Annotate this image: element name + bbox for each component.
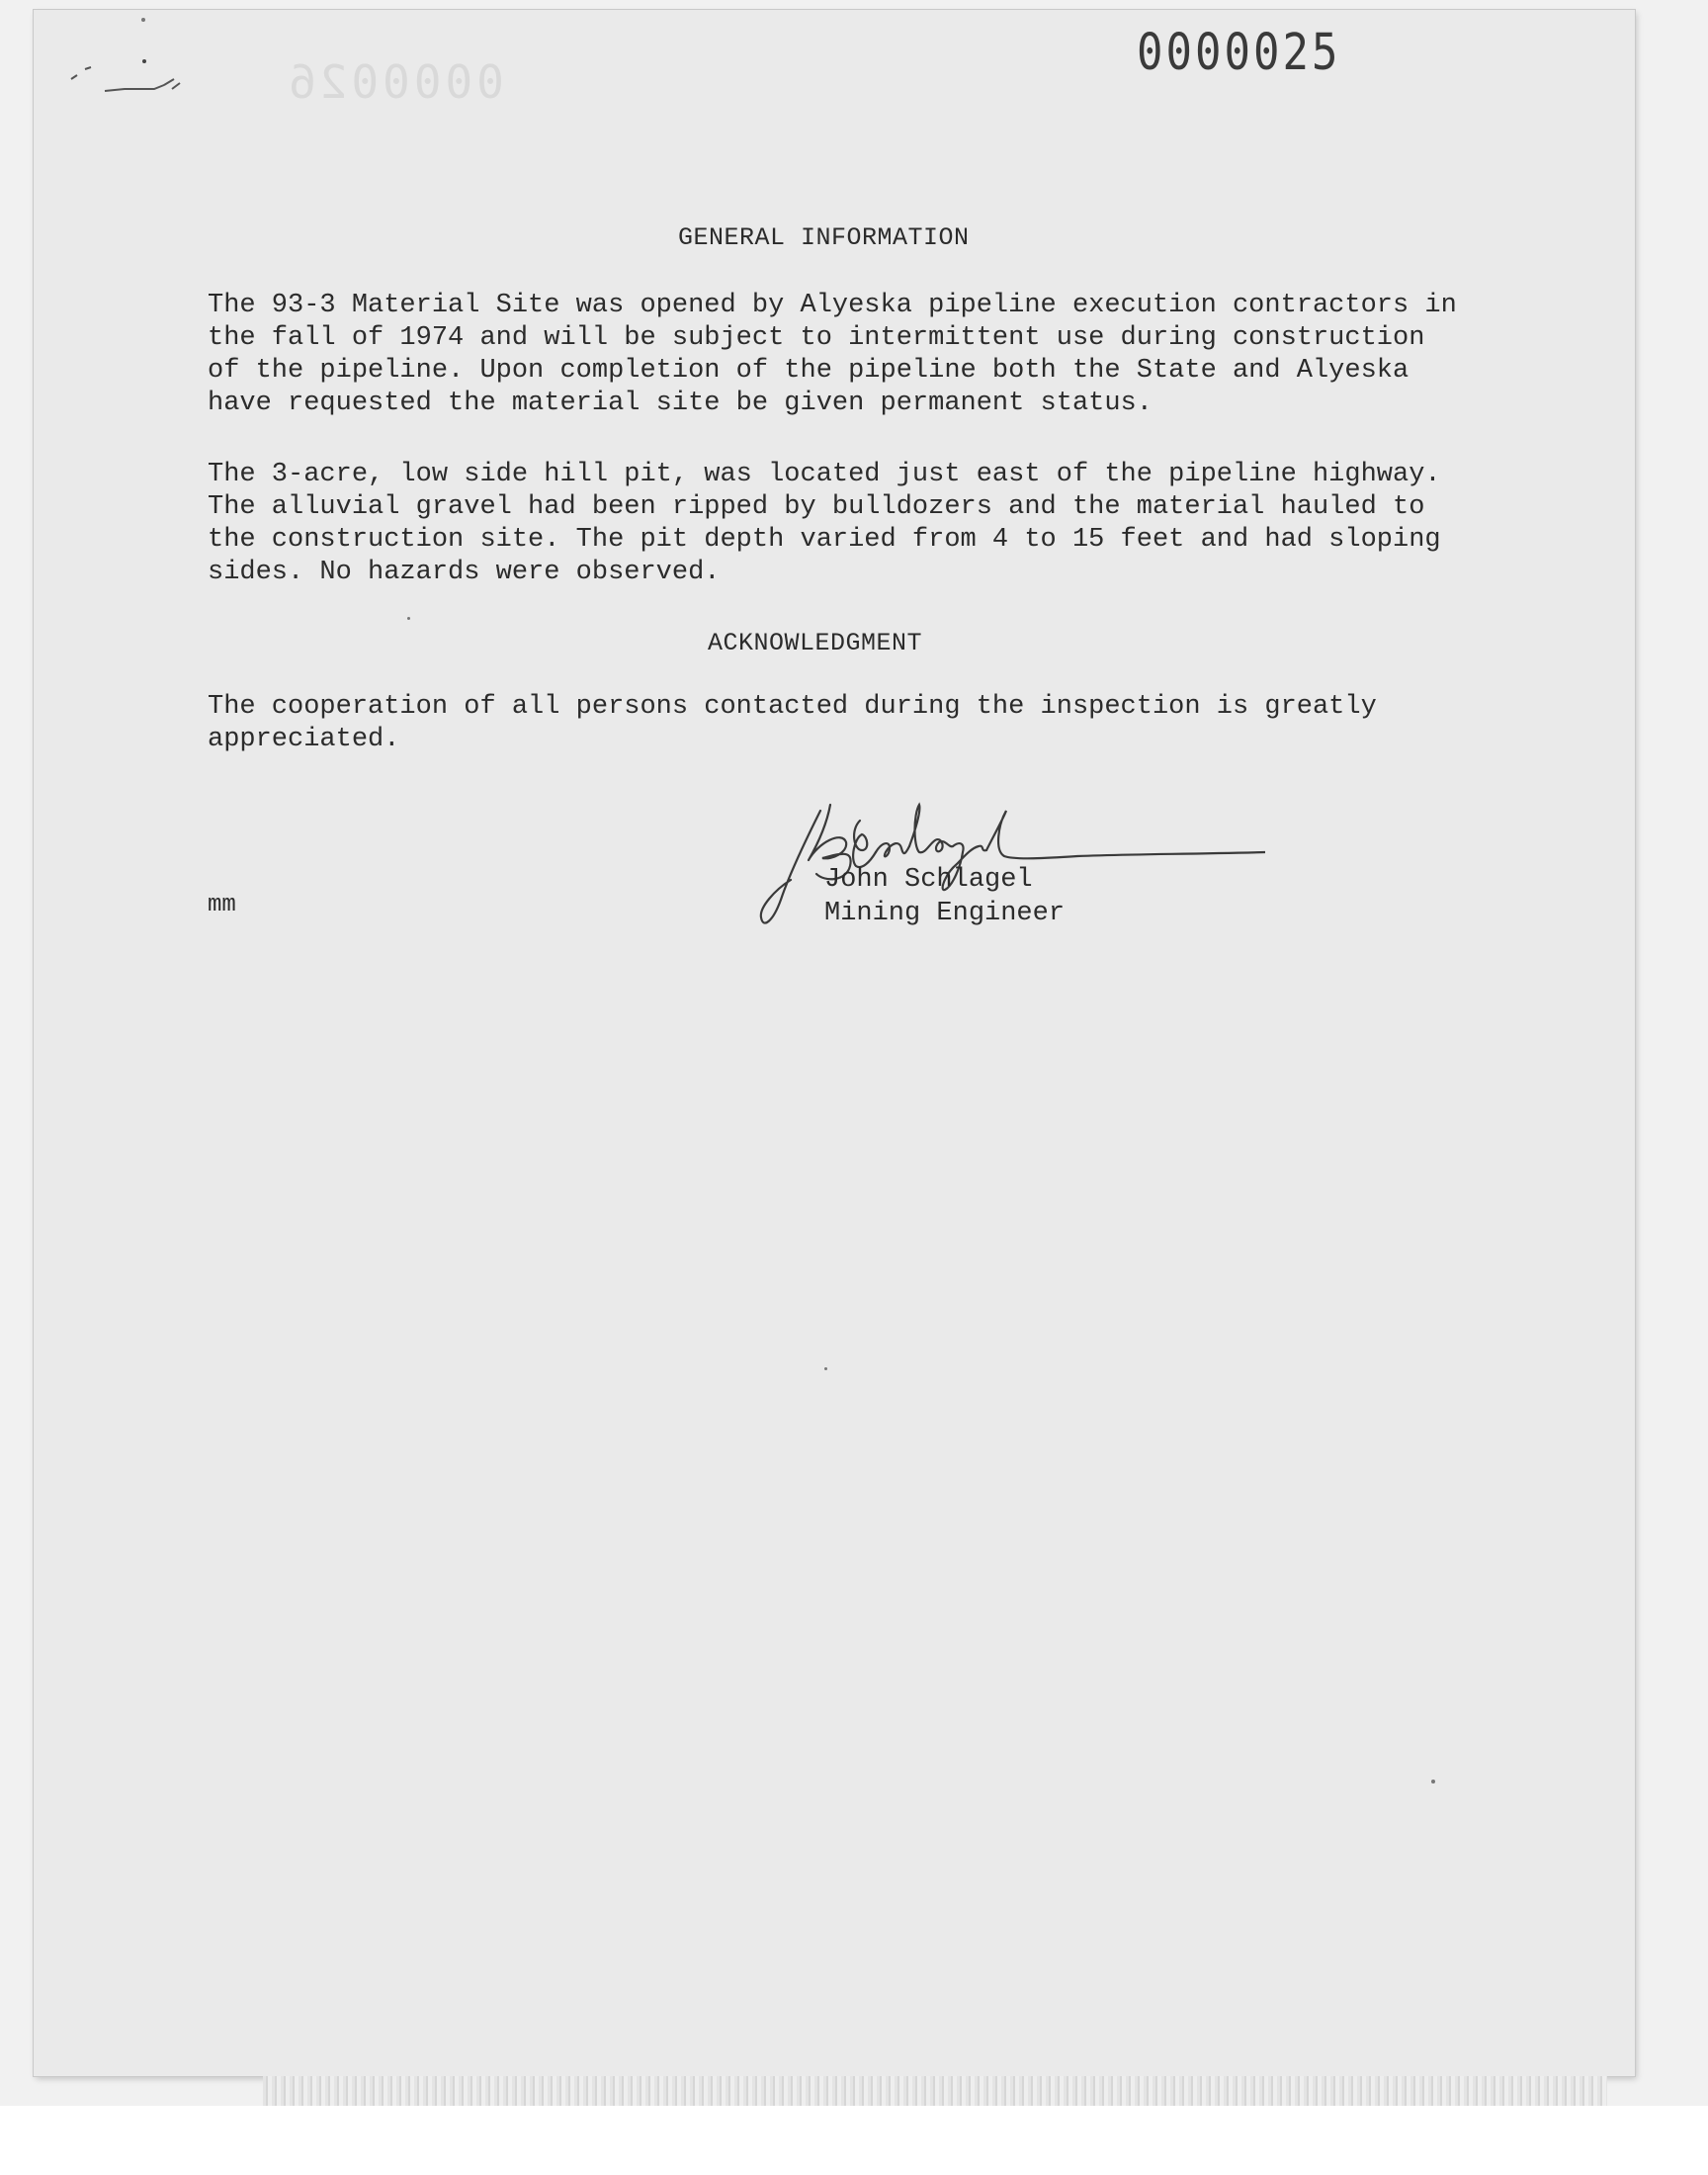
paper-speck bbox=[141, 18, 145, 22]
signer-name: John Schlagel bbox=[824, 865, 1033, 895]
signer-title: Mining Engineer bbox=[824, 899, 1066, 928]
general-information-heading: GENERAL INFORMATION bbox=[678, 223, 970, 252]
paragraph-line: have requested the material site be given permanent status. bbox=[208, 389, 1153, 418]
paragraph-line: The alluvial gravel had been ripped by bulldozers and the material hauled to bbox=[208, 492, 1425, 522]
paragraph-general-information bbox=[208, 290, 1522, 420]
paper-speck bbox=[407, 617, 410, 620]
paragraph-line: The 93-3 Material Site was opened by Alyeska pipeline execution contractors in bbox=[208, 291, 1457, 320]
paragraph-line: of the pipeline. Upon completion of the pipeline both the State and Alyeska bbox=[208, 356, 1409, 386]
paragraph-line: The 3-acre, low side hill pit, was located just east of the pipeline highway. bbox=[208, 460, 1441, 489]
paragraph-acknowledgment bbox=[208, 691, 1522, 756]
paragraph-line: The cooperation of all persons contacted during the inspection is greatly bbox=[208, 692, 1377, 722]
typist-initials: mm bbox=[208, 892, 236, 918]
bleed-through-number: 0000026 bbox=[285, 55, 504, 109]
paragraph-line: the construction site. The pit depth varied from 4 to 15 feet and had sloping bbox=[208, 525, 1441, 555]
paragraph-line: appreciated. bbox=[208, 725, 400, 754]
paragraph-site-description bbox=[208, 459, 1522, 589]
paper-speck bbox=[1431, 1780, 1435, 1784]
scanner-edge-strip bbox=[263, 2076, 1607, 2106]
acknowledgment-heading: ACKNOWLEDGMENT bbox=[708, 629, 923, 657]
corner-ink-mark bbox=[65, 55, 243, 115]
paragraph-line: the fall of 1974 and will be subject to intermittent use during construction bbox=[208, 323, 1425, 353]
document-number: 0000025 bbox=[1137, 24, 1341, 82]
paragraph-line: sides. No hazards were observed. bbox=[208, 558, 721, 587]
paper-speck bbox=[824, 1367, 827, 1370]
